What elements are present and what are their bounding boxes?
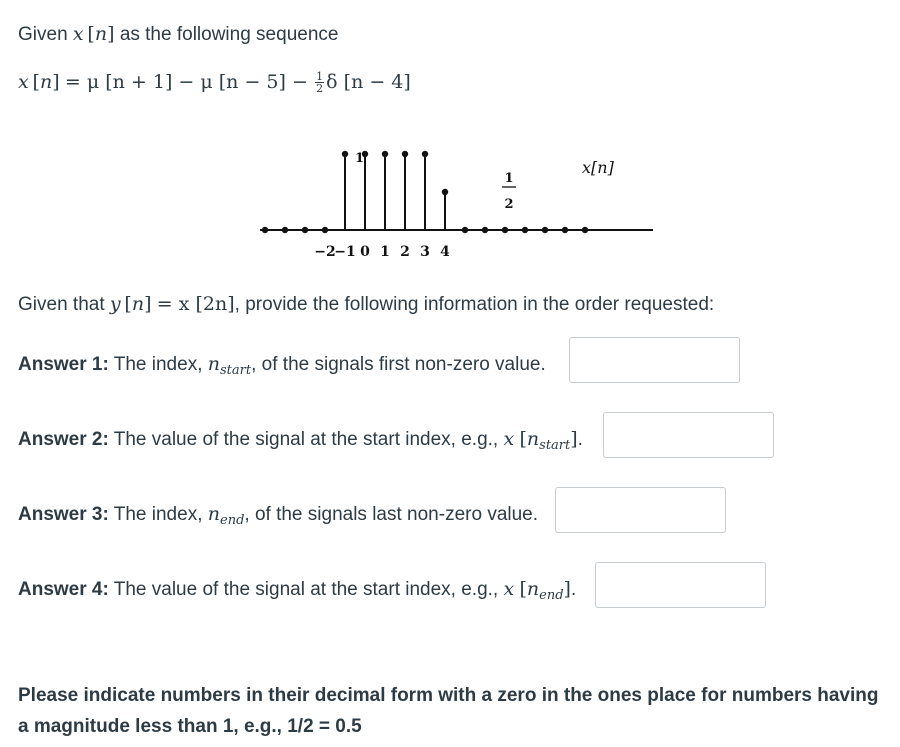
stem-point [442,189,448,195]
equation-n: n [39,71,53,93]
tick-label: 4 [440,244,450,260]
equation-term1: = μ [n + 1] − μ [n − 5] − [64,71,308,93]
question-line [18,292,714,317]
equation-half-fraction [315,71,324,94]
answer-4-prompt [18,577,576,608]
q-bracket-open: [ [120,293,132,315]
equation-lhs: x [18,71,29,93]
zero-point [562,227,568,233]
intro-prefix: Given [18,24,68,45]
answer-1-text-after: , of the signals first non-zero value. [251,354,546,375]
eq-bracket-close: ] [52,71,60,93]
answer-3-input[interactable] [555,487,726,533]
stem-value-label: 1 [355,151,365,166]
zero-point [582,227,588,233]
question-y: y [109,293,121,315]
tick-label: 0 [360,244,370,260]
intro-bracket-close: ] [107,23,115,45]
zero-point [542,227,548,233]
zero-point [322,227,328,233]
tick-label: 1 [380,244,390,260]
answer-2-var: x [503,428,515,450]
answer-3-sub: end [220,513,245,528]
signal-label: x[n] [582,158,614,177]
answer-4-text-after: . [570,579,577,600]
stem-point [342,151,348,157]
plot-stems [255,151,588,233]
intro-suffix: as the following sequence [119,24,339,45]
answer-2-prompt [18,427,583,458]
answer-3-prompt [18,502,538,533]
answer-1-prompt [18,352,546,383]
answer-4-n: n [526,578,540,600]
answer-4-bracket-open: [ [519,578,527,600]
tick-label: −2 [314,244,336,260]
intro-x-symbol: x [72,23,84,45]
stem-point [422,151,428,157]
answer-2-input[interactable] [603,412,774,458]
question-n: n [131,293,145,315]
answer-4-input[interactable] [595,562,766,608]
half-value-label [502,171,516,212]
answer-3-label: Answer 3: [18,504,109,525]
plot-tick-labels [314,244,450,260]
equation-frac-num: 1 [316,70,324,84]
answer-4-var: x [503,578,515,600]
answer-4-text-before: The value of the signal at the start index, e.g., [113,579,499,600]
q-bracket-close: ] [144,293,152,315]
half-label-num: 1 [504,171,514,186]
eq-bracket-open: [ [28,71,40,93]
answer-4-label: Answer 4: [18,579,109,600]
answer-1-text-before: The index, [113,354,203,375]
answer-1-var: n [207,353,221,375]
answer-2-sub: start [539,438,571,453]
half-label-den: 2 [504,197,514,212]
answer-2-text-before: The value of the signal at the start index, e.g., [113,429,499,450]
zero-point [262,227,268,233]
question-rhs: = x [2n] [156,293,235,315]
answer-3-text-after: , of the signals last non-zero value. [244,504,539,525]
answer-3-text-before: The index, [113,504,203,525]
answer-1-input[interactable] [569,337,740,383]
zero-point [282,227,288,233]
sequence-equation [18,70,411,95]
answer-1-label: Answer 1: [18,354,109,375]
instructions-note: Please indicate numbers in their decimal form with a zero in the ones place for numbers having a magnitude less than 1, e.g., 1/2 = 0.5 [18,685,879,737]
equation-frac-den: 2 [316,82,324,96]
stem-point [382,151,388,157]
stem-point [402,151,408,157]
equation-term2: δ [n − 4] [326,71,411,93]
answer-4-sub: end [539,588,564,603]
intro-bracket-open: [ [83,23,95,45]
answer-2-label: Answer 2: [18,429,109,450]
answer-2-text-after: . [577,429,583,450]
intro-n-symbol: n [94,23,108,45]
question-prefix: Given that [18,294,105,315]
zero-point [502,227,508,233]
tick-label: −1 [334,244,356,260]
answer-1-sub: start [220,363,252,378]
answer-2-bracket-close: ] [570,428,578,450]
tick-label: 2 [400,244,410,260]
question-suffix: , provide the following information in the order requested: [234,294,715,315]
answer-2-bracket-open: [ [519,428,527,450]
zero-point [302,227,308,233]
stem-plot [255,140,660,270]
tick-label: 3 [420,244,430,260]
intro-line [18,22,338,47]
answer-4-bracket-close: ] [563,578,571,600]
answer-3-var: n [207,503,221,525]
zero-point [462,227,468,233]
zero-point [482,227,488,233]
answer-2-n: n [526,428,540,450]
zero-point [522,227,528,233]
